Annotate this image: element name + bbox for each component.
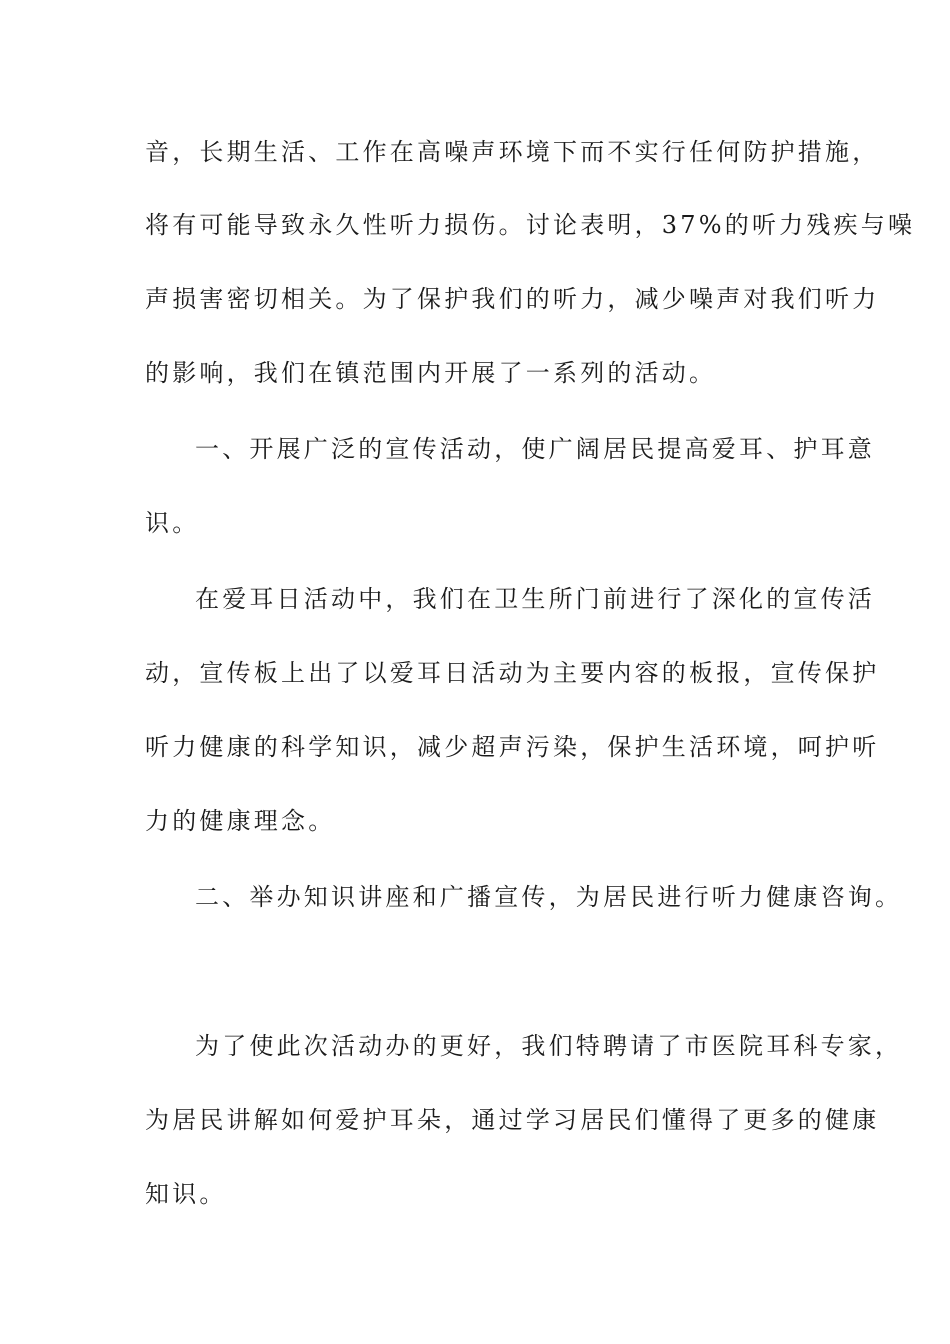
text-line: 听力健康的科学知识，减少超声污染，保护生活环境，呵护听: [145, 733, 880, 761]
text-line: 音，长期生活、工作在高噪声环境下而不实行任何防护措施，: [145, 138, 880, 166]
text-line: 力的健康理念。: [145, 807, 336, 835]
text-line: 为居民讲解如何爱护耳朵，通过学习居民们懂得了更多的健康: [145, 1106, 880, 1134]
text-line: 将有可能导致永久性听力损伤。讨论表明，37%的听力残疾与噪: [145, 211, 916, 239]
paragraph-start: 在爱耳日活动中，我们在卫生所门前进行了深化的宣传活: [195, 585, 875, 613]
section-heading: 二、举办知识讲座和广播宣传，为居民进行听力健康咨询。: [195, 883, 903, 911]
paragraph-start: 为了使此次活动办的更好，我们特聘请了市医院耳科专家，: [195, 1032, 903, 1060]
text-line: 的影响，我们在镇范围内开展了一系列的活动。: [145, 359, 717, 387]
text-line: 声损害密切相关。为了保护我们的听力，减少噪声对我们听力: [145, 285, 880, 313]
text-line: 知识。: [145, 1180, 227, 1208]
text-line: 识。: [145, 509, 200, 537]
text-line: 动，宣传板上出了以爱耳日活动为主要内容的板报，宣传保护: [145, 659, 880, 687]
section-heading: 一、开展广泛的宣传活动，使广阔居民提高爱耳、护耳意: [195, 435, 875, 463]
